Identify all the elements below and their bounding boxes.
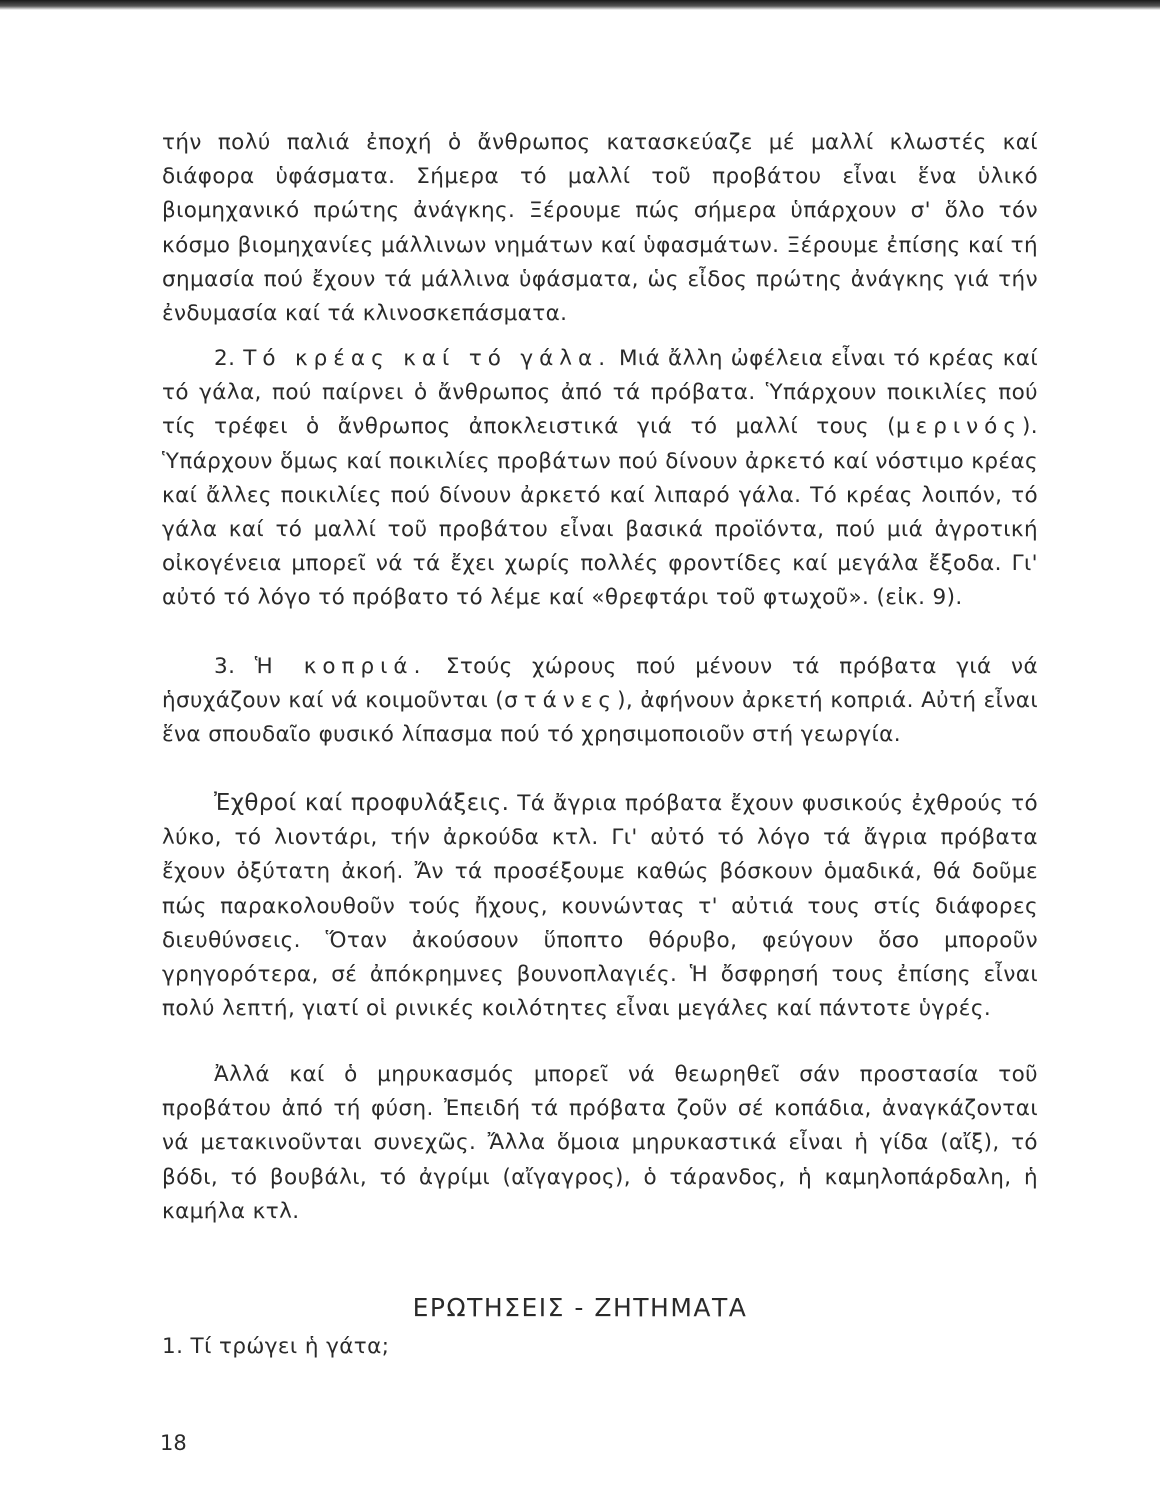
scan-top-edge	[0, 0, 1160, 10]
section-2-paragraph	[162, 342, 1038, 616]
section-3-text-b: ), ἀφήνουν ἀρκετή κοπριά. Αὐτή εἶναι ἕνα σπουδαῖο φυσικό λίπασμα πού τό χρησιμοποιοῦν στή γεωργία.	[162, 688, 1039, 748]
page-number: 18	[160, 1431, 187, 1455]
section-2-block	[162, 342, 1038, 616]
section-2-number: 2.	[214, 346, 236, 371]
rumination-block	[162, 1058, 1038, 1229]
enemies-paragraph	[162, 786, 1038, 1026]
enemies-text: Τά ἄγρια πρόβατα ἔχουν φυσικούς ἐχθρούς τό λύκο, τό λιοντάρι, τήν ἀρκούδα κτλ. Γι' αὐτό τό λόγο τά ἄγρια πρόβατα ἔχουν ὀξύτατη ἀκοή. Ἄν τά προσέξουμε καθώς βόσκουν ὁμαδικά, θά δοῦμε πώς παρακολουθοῦν τούς ἤχους, κουνώντας τ' αὐτιά τους στίς διάφορες διευθύνσεις. Ὅταν ἀκούσουν ὕποπτο θόρυβο, φεύγουν ὅσο μποροῦν γρηγορότερα, σέ ἀπόκρημνες βουνοπλαγιές. Ἡ ὄσφρησή τους ἐπίσης εἶναι πολύ λεπτή, γιατί οἱ ρινικές κοιλότητες εἶναι μεγάλες καί πάντοτε ὑγρές.	[162, 791, 1039, 1022]
enemies-block	[162, 786, 1038, 1026]
section-3-text-a: Στούς χώρους πού μένουν τά πρόβατα γιά νά ἡσυχάζουν καί νά κοιμοῦνται (	[162, 654, 1039, 714]
section-2-text-b: ). Ὑπάρχουν ὅμως καί ποικιλίες προβάτων πού δίνουν ἀρκετό καί νόστιμο κρέας καί ἄλλες ποικιλίες πού δίνουν ἀρκετό καί λιπαρό γάλα. Τό κρέας λοιπόν, τό γάλα καί τό μαλλί τοῦ προβάτου εἶναι βασικά προϊόντα, πού μιά ἀγροτική οἰκογένεια μπορεῖ νά τά ἔχει χωρίς πολλές φροντίδες καί μεγάλα ἔξοδα. Γι' αὐτό τό λόγο τό πρόβατο τό λέμε καί «θρεφτάρι τοῦ φτωχοῦ». (εἰκ. 9).	[162, 414, 1038, 611]
section-3-block	[162, 650, 1038, 753]
section-3-title: Ἡ κοπριά.	[254, 654, 427, 679]
section-3-number: 3.	[214, 654, 236, 679]
section-3-term: στάνες	[504, 688, 618, 714]
enemies-title: Ἐχθροί καί προφυλάξεις.	[214, 790, 510, 816]
section-2-title: Τό κρέας καί τό γάλα.	[243, 346, 612, 371]
question-1: 1. Τί τρώγει ἡ γάτα;	[162, 1334, 390, 1359]
rumination-paragraph: Ἀλλά καί ὁ μηρυκασμός μπορεῖ νά θεωρηθεῖ σάν προστασία τοῦ προβάτου ἀπό τή φύση. Ἐπειδή τά πρόβατα ζοῦν σέ κοπάδια, ἀναγκάζονται νά μετακινοῦνται συνεχῶς. Ἄλλα ὅμοια μηρυκαστικά εἶναι ἡ γίδα (αἴξ), τό βόδι, τό βουβάλι, τό ἀγρίμι (αἴγαγρος), ὁ τάρανδος, ἡ καμηλοπάρδαλη, ἡ καμήλα κτλ.	[162, 1062, 1038, 1224]
intro-block	[162, 126, 1038, 331]
intro-paragraph: τήν πολύ παλιά ἐποχή ὁ ἄνθρωπος κατασκεύαζε μέ μαλλί κλωστές καί διάφορα ὑφάσματα. Σήμερα τό μαλλί τοῦ προβάτου εἶναι ἕνα ὑλικό βιομηχανικό πρώτης ἀνάγκης. Ξέρουμε πώς σήμερα ὑπάρχουν σ' ὅλο τόν κόσμο βιομηχανίες μάλλινων νημάτων καί ὑφασμάτων. Ξέρουμε ἐπίσης καί τή σημασία πού ἔχουν τά μάλλινα ὑφάσματα, ὡς εἶδος πρώτης ἀνάγκης γιά τήν ἐνδυμασία καί τά κλινοσκεπάσματα.	[162, 130, 1038, 327]
section-3-paragraph	[162, 650, 1038, 753]
questions-heading: ΕΡΩΤΗΣΕΙΣ - ΖΗΤΗΜΑΤΑ	[412, 1293, 748, 1322]
section-2-term: μερινός	[895, 414, 1022, 440]
section-2-text-a: Μιά ἄλλη ὠφέλεια εἶναι τό κρέας καί τό γάλα, πού παίρνει ὁ ἄνθρωπος ἀπό τά πρόβατα. Ὑπάρχουν ποικιλίες πού τίς τρέφει ὁ ἄνθρωπος ἀποκλειστικά γιά τό μαλλί τους (	[162, 346, 1039, 440]
